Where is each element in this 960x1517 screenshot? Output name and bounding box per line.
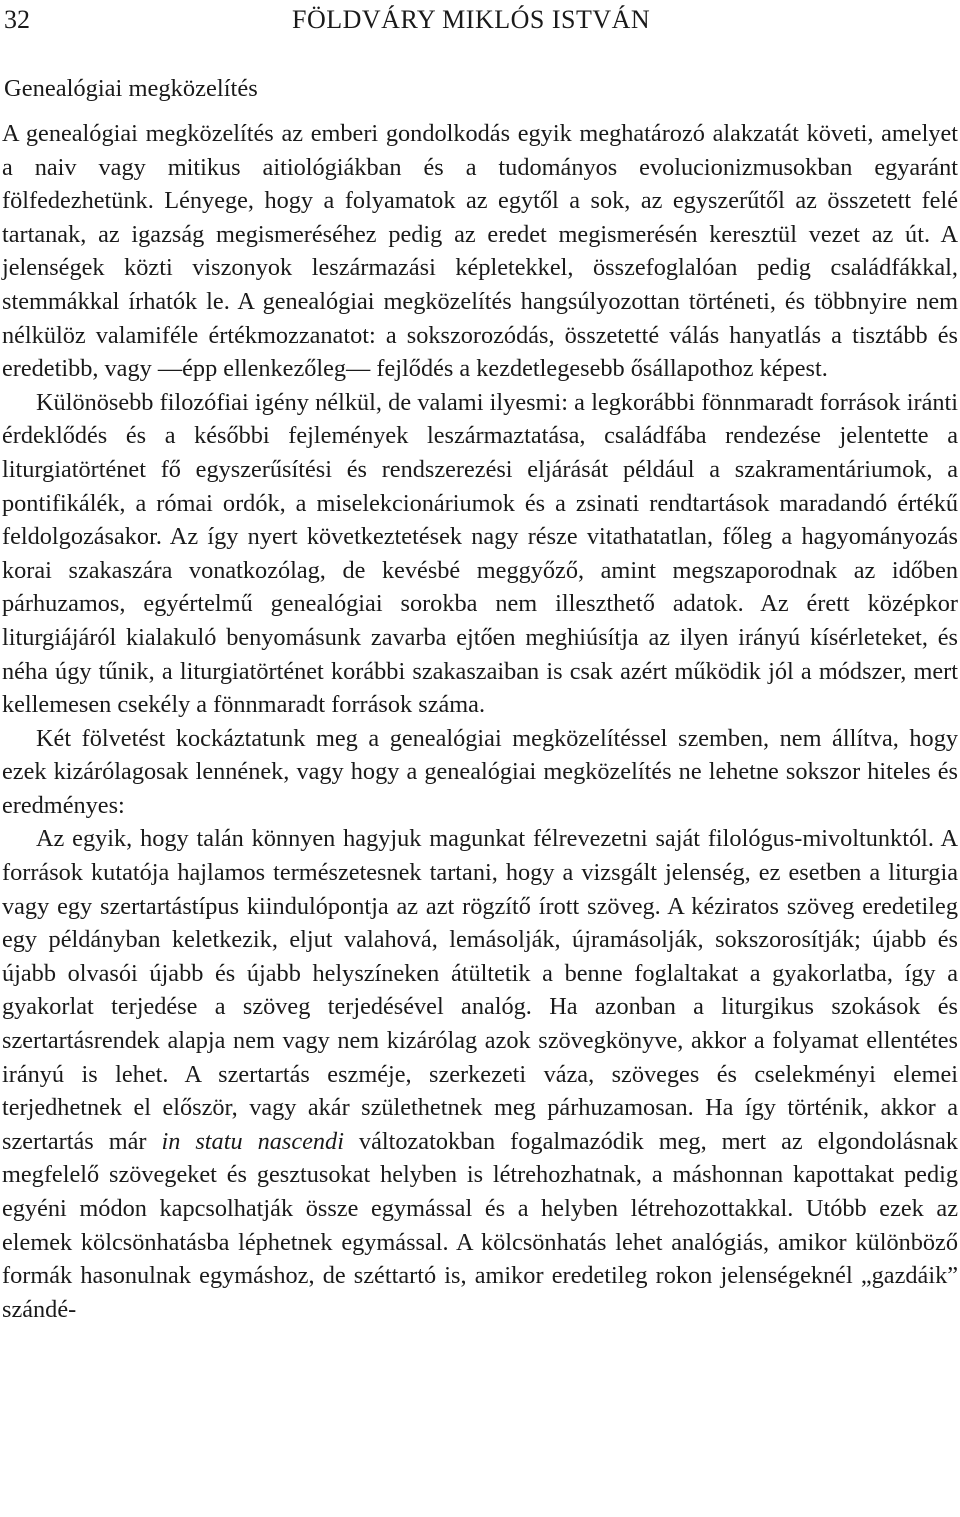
paragraph-2: Különösebb filozófiai igény nélkül, de valami ilyesmi: a legkorábbi fönnmaradt források iránti érdeklődés és a későbbi fejlemények leszármaztatása, családfába rendezése jelentette a liturgiatörténet fő egyszerűsítési és rendszerezési eljárását például a szakramentáriumok, a pontifikálék, a római ordók, a miselekcionáriumok és a zsinati rendtartások maradandó értékű feldolgozásakor. Az így nyert következtetések nagy része vitathatatlan, főleg a hagyományozás korai szakaszára vonatkozólag, de kevésbé meggyőző, amint megszaporodnak az időben párhuzamos, egyértelmű genealógiai sorokba nem illeszthető adatok. Az érett középkor liturgiájáról kialakuló benyomásunk zavarba ejtően meghiúsítja az ilyen irányú kísérleteket, és néha úgy tűnik, a liturgiatörténet korábbi szakaszaiban is csak azért működik jól a módszer, mert kellemesen csekély a fönnmaradt források száma. xyxy=(2,388,958,719)
paragraph-1: A genealógiai megközelítés az emberi gondolkodás egyik meghatározó alakzatát követi, amelyet a naiv vagy mitikus aitiológiákban és a tudományos evolucionizmusokban egyaránt fölfedezhetünk. Lényege, hogy a folyamatok az egytől a sok, az egyszerűtől az összetett felé tartanak, az igazság megismeréséhez pedig az eredet megismerésén keresztül vezet az út. A jelenségek közti viszonyok leszármazási képletekkel, összefoglalóan pedig családfákkal, stemmákkal írhatók le. A genealógiai megközelítés hangsúlyozottan történeti, és többnyire nem nélkülöz valamiféle értékmozzanatot: a sokszorozódás, összetetté válás hanyatlás a tisztább és eredetibb, vagy —épp ellenkezőleg— fejlődés a kezdetlegesebb ősállapothoz képest. xyxy=(2,120,958,383)
paragraph-3: Két fölvetést kockáztatunk meg a genealógiai megközelítéssel szemben, nem állítva, hogy ezek kizárólagosak lennének, vagy hogy a genealógiai megközelítés ne lehetne sokszor hiteles és eredményes: xyxy=(2,724,958,819)
paragraph-4 xyxy=(2,822,958,1326)
running-head: FÖLDVÁRY MIKLÓS ISTVÁN xyxy=(292,5,651,34)
paragraph-4-italic-phrase: in statu nascendi xyxy=(161,1127,344,1155)
page-number: 32 xyxy=(4,5,30,34)
page-header xyxy=(2,2,958,38)
paragraph-4-text-after: változatokban fogalmazódik meg, mert az elgondolásnak megfelelő szövegeket és gesztusokat helyben is létrehozhatnak, a máshonnan kapottakat pedig egyéni módon kapcsolhatják össze egymással és a helyben létrehozottakkal. Utóbb ezek az elemek kölcsönhatásba léphetnek egymással. A kölcsönhatás lehet analógiás, amikor különböző formák hasonulnak egymáshoz, de széttartó is, amikor eredetileg rokon jelenségeknél „gazdáik” szándé- xyxy=(2,1127,959,1323)
body-text xyxy=(2,117,958,1326)
section-title: Genealógiai megközelítés xyxy=(4,75,258,102)
paragraph-4-text-before: Az egyik, hogy talán könnyen hagyjuk magunkat félrevezetni saját filológus-mivoltunktól. A források kutatója hajlamos természetesnek tartani, hogy a vizsgált jelenség, ez esetben a liturgia vagy egy szertartástípus kiindulópontja az azt rögzítő írott szöveg. A kéziratos szöveg eredetileg egy példányban keletkezik, eljut valahová, lemásolják, újramásolják, sokszorosítják; újabb és újabb olvasói újabb és újabb helyszíneken átültetik a benne foglaltakat a gyakorlatba, így a gyakorlat terjedése a szöveg terjedésével analóg. Ha azonban a liturgikus szokások és szertartásrendek alapja nem vagy nem kizárólag azok szövegkönyve, akkor a folyamat ellentétes irányú is lehet. A szertartás eszméje, szerkezeti váza, szöveges és cselekményi elemei terjedhetnek el először, vagy akár születhetnek meg párhuzamosan. Ha így történik, akkor a szertartás már xyxy=(2,825,958,1155)
